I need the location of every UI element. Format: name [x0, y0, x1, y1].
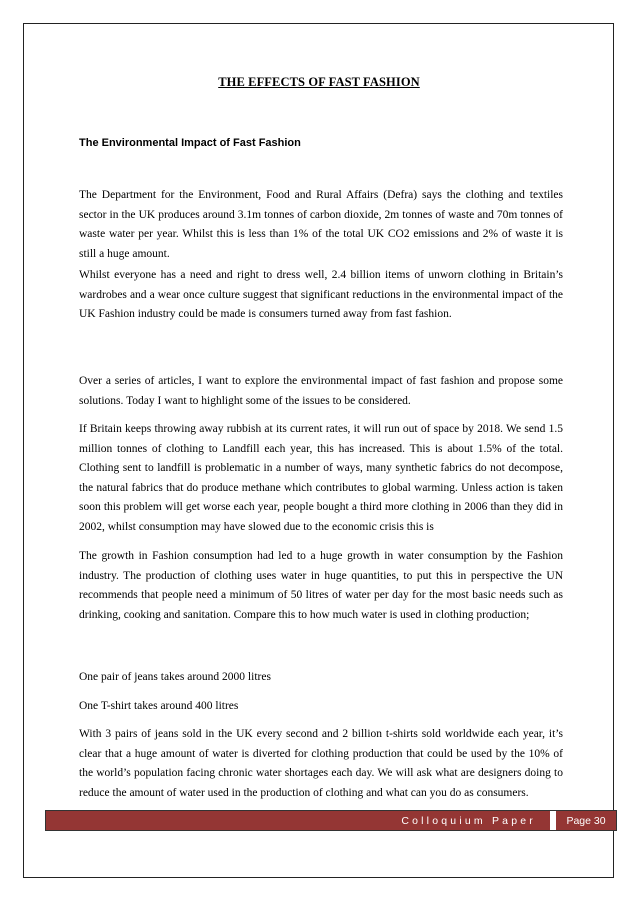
paragraph-series-intro: Over a series of articles, I want to explore the environmental impact of fast fashion and propose some solutions. Today I want to highlight some of the issues to be considered.: [79, 375, 563, 407]
paragraph-water-consumption: The growth in Fashion consumption had led to a huge growth in water consumption by the Fashion industry. The production of clothing uses water in huge quantities, to put this in perspective the UN recommends that people need a minimum of 50 litres of water per day for the most basic needs such as drinking, cooking and sanitation. Compare this to how much water is used in clothing production;: [79, 550, 563, 621]
paragraph-defra: The Department for the Environment, Food and Rural Affairs (Defra) says the clothing and textiles sector in the UK produces around 3.1m tonnes of carbon dioxide, 2m tonnes of waste and 70m tonnes of waste water per year. Whilst this is less than 1% of the total UK CO2 emissions and 2% of waste it is still a huge amount.: [79, 189, 563, 260]
page-footer: [45, 810, 617, 831]
section-subtitle: The Environmental Impact of Fast Fashion: [79, 137, 301, 149]
document-title: THE EFFECTS OF FAST FASHION: [218, 75, 420, 89]
paragraph-water-diverted: With 3 pairs of jeans sold in the UK every second and 2 billion t-shirts sold worldwide each year, it’s clear that a huge amount of water is diverted for clothing production that could be used by the 10% of the world’s population facing chronic water shortages each day. We will ask what are designers doing to reduce the amount of water used in the production of clothing and what can you do as consumers.: [79, 728, 563, 799]
paragraph-jeans-water: One pair of jeans takes around 2000 litres: [79, 671, 271, 683]
paragraph-landfill: If Britain keeps throwing away rubbish at its current rates, it will run out of space by 2018. We send 1.5 million tonnes of clothing to Landfill each year, this has increased. This is about 1.5% of the total. Clothing sent to landfill is problematic in a number of ways, many synthetic fabrics do not decompose, the natural fabrics that do produce methane which contributes to global warming. Unless action is taken soon this problem will get worse each year, people bought a third more clothing in 2006 than they did in 2002, whilst consumption may have slowed due to the economic crisis this is: [79, 423, 563, 533]
footer-label: Colloquium Paper: [46, 811, 550, 830]
paragraph-unworn-clothing: Whilst everyone has a need and right to dress well, 2.4 billion items of unworn clothing in Britain’s wardrobes and a wear once culture suggest that significant reductions in the environmental impact of the UK Fashion industry could be made is consumers turned away from fast fashion.: [79, 269, 563, 320]
footer-page-number: Page 30: [556, 811, 616, 830]
paragraph-tshirt-water: One T-shirt takes around 400 litres: [79, 700, 239, 712]
